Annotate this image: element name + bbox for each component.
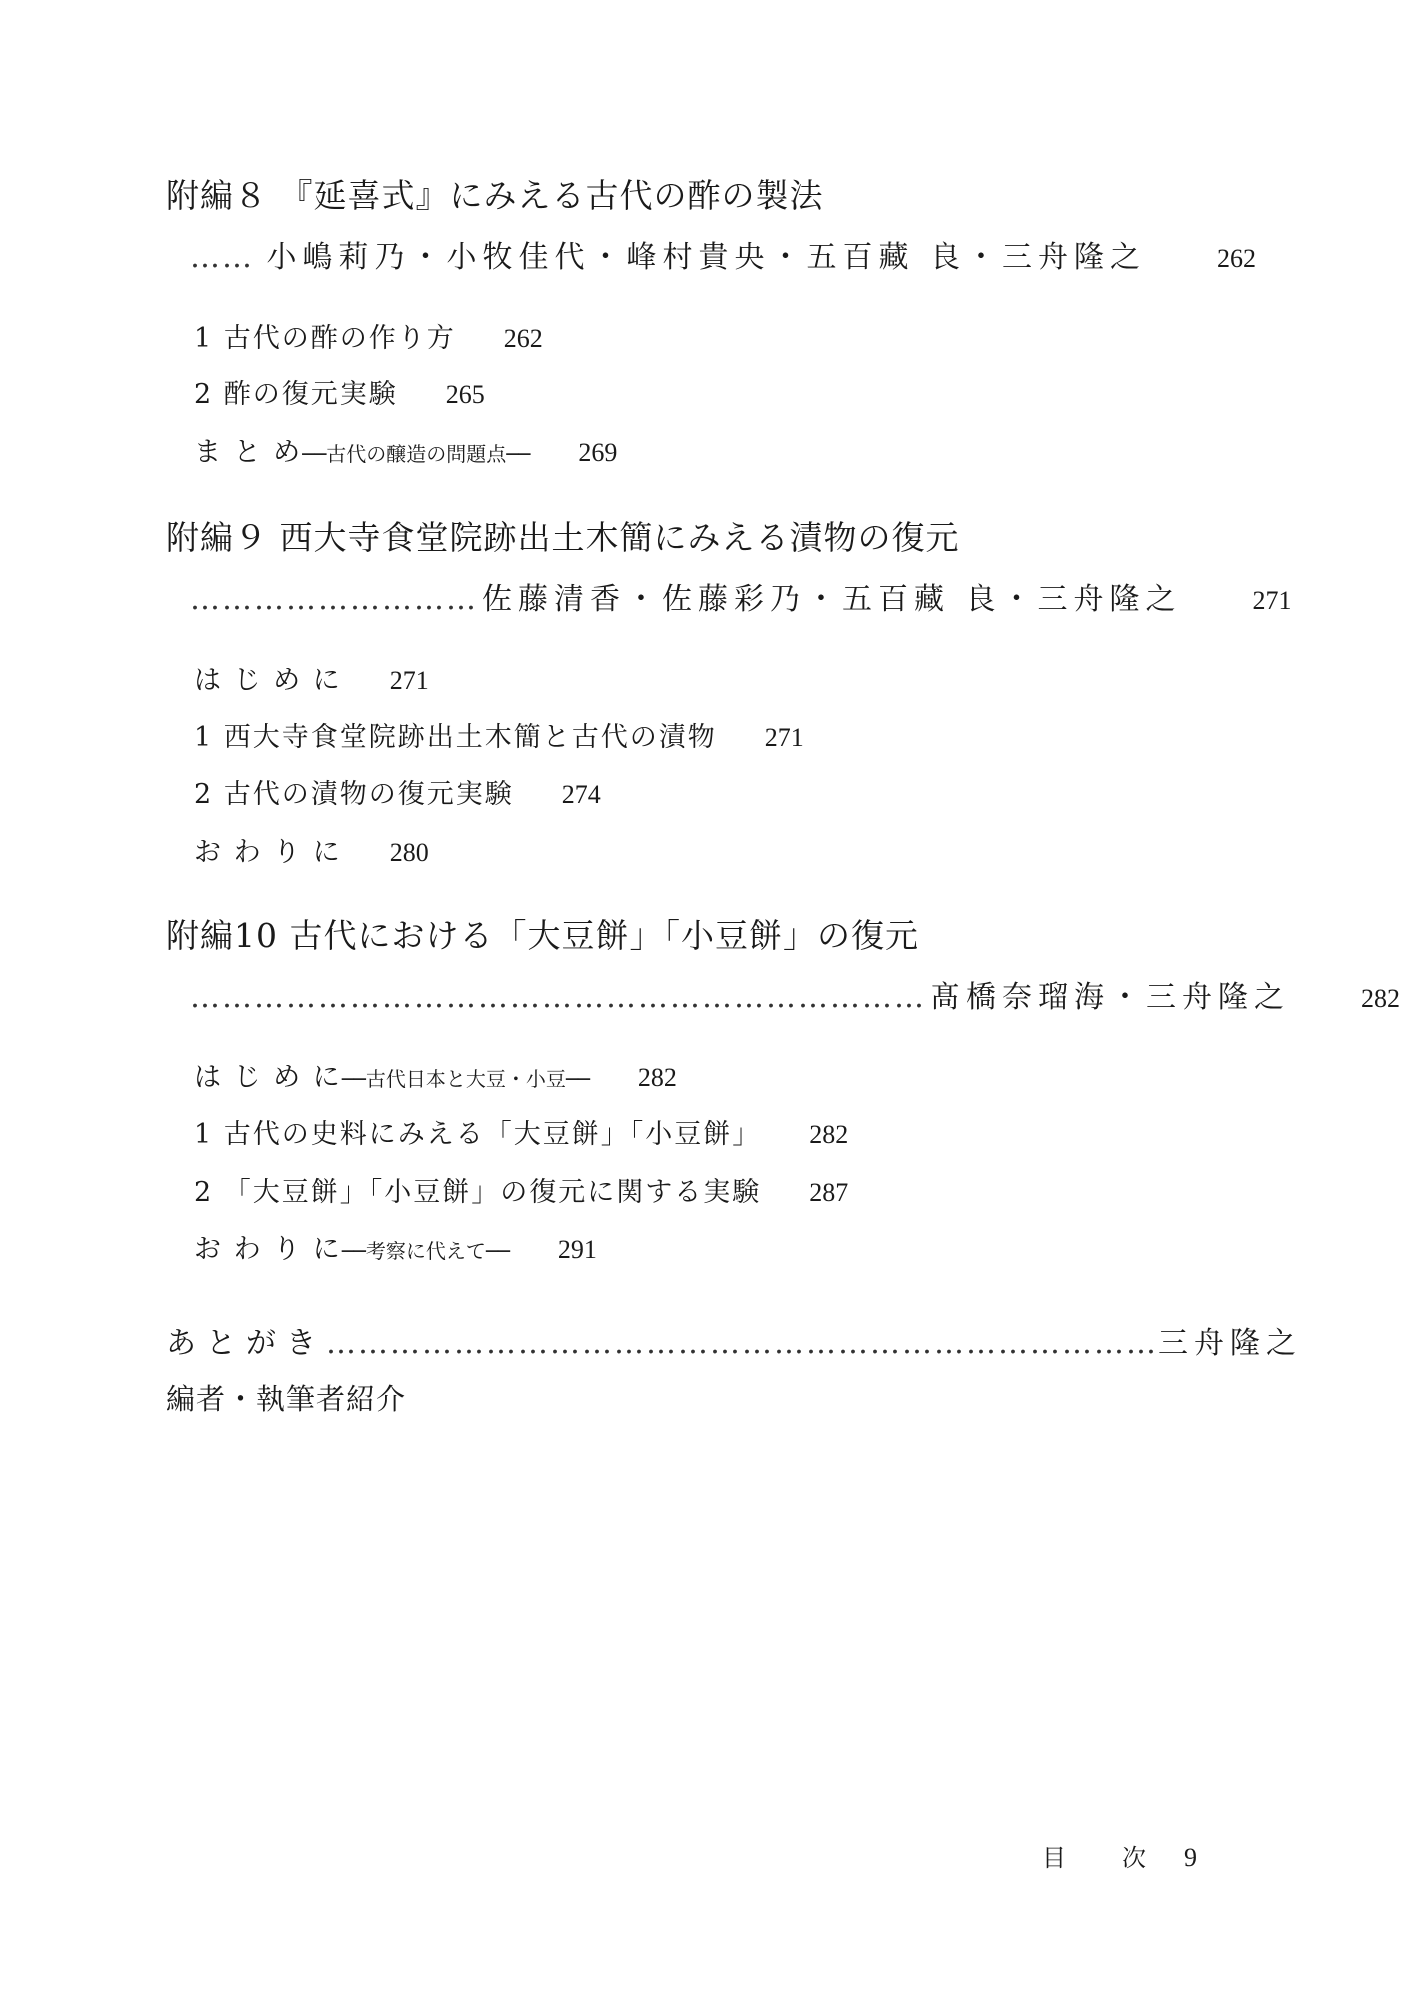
author-line-appendix-8: [190, 232, 1256, 275]
page-number: 282: [637, 1063, 677, 1092]
section-subtitle: ──古代日本と大豆・小豆──: [341, 1067, 590, 1091]
page-number: 291: [557, 1235, 597, 1264]
section-item: [194, 316, 543, 355]
page-number: 280: [389, 838, 429, 867]
page-number: 271: [389, 666, 429, 695]
chapter-title-appendix-8: 附編８ 『延喜式』にみえる古代の酢の製法: [166, 176, 824, 215]
footer-label-2: 次: [1122, 1844, 1146, 1872]
page-number: 287: [809, 1178, 849, 1207]
page-number: 262: [503, 324, 543, 353]
section-label: 2 「大豆餅」「小豆餅」の復元に関する実験: [194, 1177, 762, 1208]
section-subtitle: ──考察に代えて──: [341, 1239, 510, 1263]
dot-leader: ……………………………………………………………: [190, 980, 926, 1015]
section-label: 2 古代の漬物の復元実験: [194, 779, 514, 810]
section-item: [194, 1170, 848, 1209]
page-number: 269: [578, 438, 618, 467]
page-number: 271: [1252, 586, 1292, 615]
section-label: 1 古代の史料にみえる「大豆餅」「小豆餅」: [194, 1119, 762, 1150]
section-label: お わ り に: [194, 1234, 342, 1265]
section-item: [194, 772, 601, 811]
dot-leader: ……………………………………………………………………: [326, 1326, 1158, 1361]
section-subtitle: ──古代の醸造の問題点──: [302, 442, 531, 466]
dot-leader: ………………………: [190, 582, 478, 617]
afterword-label: あとがき: [166, 1326, 326, 1361]
author-line-appendix-10: [190, 972, 1400, 1015]
page-number: 265: [445, 380, 485, 409]
section-item: [194, 430, 617, 469]
contributors-heading: 編者・執筆者紹介: [166, 1382, 407, 1416]
section-label: お わ り に: [194, 837, 342, 868]
authors-appendix-8: 小嶋莉乃・小牧佳代・峰村貴央・五百藏 良・三舟隆之: [266, 240, 1146, 275]
section-item: [194, 715, 804, 754]
footer-page-number: 9: [1184, 1843, 1197, 1872]
page-number: 262: [1217, 244, 1256, 273]
chapter-title-appendix-10: 附編10 古代における「大豆餅」「小豆餅」の復元: [166, 916, 919, 955]
section-label: は じ め に: [194, 665, 342, 696]
dot-leader: ……: [190, 240, 254, 275]
page-number: 282: [1361, 984, 1400, 1013]
section-item: [194, 830, 429, 869]
section-label: 2 酢の復元実験: [194, 379, 398, 410]
section-item: [194, 1227, 597, 1266]
authors-appendix-9: 佐藤清香・佐藤彩乃・五百藏 良・三舟隆之: [482, 582, 1182, 617]
author-line-appendix-9: [190, 574, 1292, 617]
section-label: は じ め に: [194, 1062, 342, 1093]
section-item: [194, 1112, 848, 1151]
section-item: [194, 1055, 677, 1094]
footer-label-1: 目: [1042, 1844, 1066, 1872]
authors-appendix-10: 髙橋奈瑠海・三舟隆之: [930, 980, 1290, 1015]
afterword-line: [166, 1318, 1302, 1362]
section-item: [194, 658, 429, 697]
page-number: 271: [764, 723, 804, 752]
chapter-title-appendix-9: 附編９ 西大寺食堂院跡出土木簡にみえる漬物の復元: [166, 518, 960, 557]
page-footer: [1042, 1838, 1197, 1873]
section-item: [194, 372, 485, 411]
section-label: 1 古代の酢の作り方: [194, 323, 456, 354]
page-number: 282: [809, 1120, 849, 1149]
section-label: 1 西大寺食堂院跡出土木簡と古代の漬物: [194, 722, 717, 753]
afterword-author: 三舟隆之: [1158, 1326, 1302, 1361]
page-number: 274: [561, 780, 601, 809]
section-label: ま と め: [194, 437, 303, 468]
